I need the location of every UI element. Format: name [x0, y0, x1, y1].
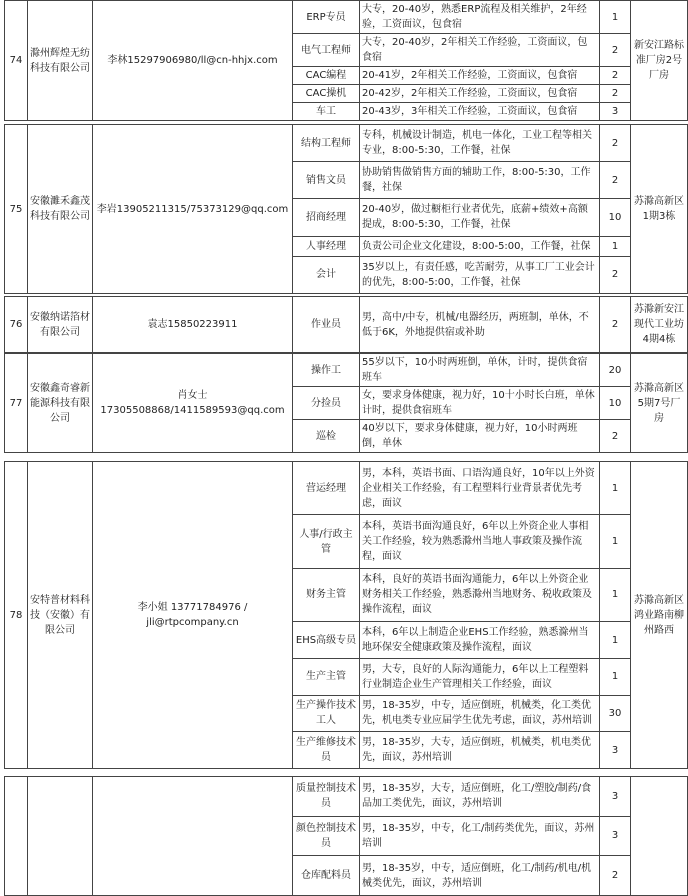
headcount: 2 [600, 256, 631, 293]
headcount: 3 [600, 732, 631, 769]
position-requirements: 女，要求身体健康，视力好，10十小时长白班，单休计时，提供食宿班车 [360, 387, 600, 420]
row-number: 76 [5, 297, 28, 353]
contact-info: 李小姐 13771784976 / jli@rtpcompany.cn [93, 462, 293, 769]
headcount: 2 [600, 420, 631, 453]
work-address [631, 777, 688, 896]
headcount: 2 [600, 34, 631, 67]
position-title: 招商经理 [293, 199, 360, 236]
position-requirements: 35岁以上，有责任感，吃苦耐劳，从事工厂工业会计的优先，8:00-5:00，工作餐，社保 [360, 256, 600, 293]
company-block [4, 353, 688, 453]
headcount: 1 [600, 462, 631, 515]
headcount: 20 [600, 354, 631, 387]
position-requirements: 20-40岁，做过橱柜行业者优先，底薪+绩效+高额提成，8:00-5:30，工作餐，社保 [360, 199, 600, 236]
headcount: 1 [600, 1, 631, 34]
position-title: 生产主管 [293, 658, 360, 695]
position-requirements: 男，大专，良好的人际沟通能力，6年以上工程塑料行业制造企业生产管理相关工作经验，面议 [360, 658, 600, 695]
position-requirements: 大专，20-40岁，熟悉ERP流程及相关维护，2年经验，工资面议，包食宿 [360, 1, 600, 34]
work-address: 苏滁高新区1期3栋 [631, 125, 688, 294]
contact-info: 李岩13905211315/75373129@qq.com [93, 125, 293, 294]
contact-info: 袁志15850223911 [93, 297, 293, 353]
contact-info: 肖女士17305508868/1411589593@qq.com [93, 354, 293, 453]
table-row [5, 297, 688, 353]
position-title: 会计 [293, 256, 360, 293]
position-title: 作业员 [293, 297, 360, 353]
position-title: 人事经理 [293, 236, 360, 256]
headcount: 10 [600, 387, 631, 420]
position-title: 生产操作技术工人 [293, 695, 360, 732]
company-block [4, 0, 688, 121]
position-requirements: 男，18-35岁，大专，适应倒班，机械类，机电类优先，面议，苏州培训 [360, 732, 600, 769]
company-name: 安徽鑫奇睿新能源科技有限公司 [28, 354, 93, 453]
table-row [5, 354, 688, 387]
headcount: 1 [600, 622, 631, 659]
position-title: 仓库配料员 [293, 856, 360, 896]
position-requirements: 本科，6年以上制造企业EHS工作经验，熟悉滁州当地环保安全健康政策及操作流程，面议 [360, 622, 600, 659]
company-name: 安徽濉禾鑫茂科技有限公司 [28, 125, 93, 294]
position-requirements: 40岁以下，要求身体健康，视力好，10小时两班倒，单休 [360, 420, 600, 453]
position-title: 质量控制技术员 [293, 777, 360, 817]
table-row [5, 125, 688, 162]
position-requirements: 男，18-35岁，中专，化工/制药类优先，面议，苏州培训 [360, 816, 600, 856]
position-title: 销售文员 [293, 162, 360, 199]
position-requirements: 本科，良好的英语书面沟通能力，6年以上外资企业财务相关工作经验，熟悉滁州当地财务、税收政策及操作流程，面议 [360, 568, 600, 621]
position-title: 分捡员 [293, 387, 360, 420]
position-requirements: 20-41岁，2年相关工作经验，工资面议，包食宿 [360, 67, 600, 85]
work-address: 苏滁高新区5期7号厂房 [631, 354, 688, 453]
headcount: 2 [600, 125, 631, 162]
position-title: 车工 [293, 103, 360, 121]
headcount: 2 [600, 85, 631, 103]
headcount: 3 [600, 777, 631, 817]
work-address: 苏滁高新区鸿业路南柳州路西 [631, 462, 688, 769]
row-number [5, 777, 28, 896]
company-name: 安特普材料科技（安徽）有限公司 [28, 462, 93, 769]
position-requirements: 协助销售做销售方面的辅助工作，8:00-5:30，工作餐，社保 [360, 162, 600, 199]
headcount: 2 [600, 856, 631, 896]
headcount: 10 [600, 199, 631, 236]
work-address: 新安江路标准厂房2号厂房 [631, 1, 688, 121]
position-requirements: 男，本科，英语书面、口语沟通良好，10年以上外资企业相关工作经验，有工程塑料行业背景者优先考虑，面议 [360, 462, 600, 515]
position-title: 颜色控制技术员 [293, 816, 360, 856]
row-number: 75 [5, 125, 28, 294]
position-title: CAC操机 [293, 85, 360, 103]
headcount: 3 [600, 103, 631, 121]
headcount: 1 [600, 515, 631, 568]
table-row [5, 1, 688, 34]
company-name: 滁州辉煌无纺科技有限公司 [28, 1, 93, 121]
position-title: 结构工程师 [293, 125, 360, 162]
contact-info: 李林15297906980/ll@cn-hhjx.com [93, 1, 293, 121]
position-requirements: 男，18-35岁，中专，适应倒班，机械类，化工类优先，机电类专业应届学生优先考虑，面议，苏州培训 [360, 695, 600, 732]
headcount: 1 [600, 236, 631, 256]
position-requirements: 20-43岁，3年相关工作经验，工资面议，包食宿 [360, 103, 600, 121]
headcount: 1 [600, 568, 631, 621]
position-requirements: 男，18-35岁，大专，适应倒班，化工/塑胶/制药/食品加工类优先，面议，苏州培训 [360, 777, 600, 817]
company-block [4, 124, 688, 294]
position-title: 电气工程师 [293, 34, 360, 67]
position-title: 生产维修技术员 [293, 732, 360, 769]
position-title: 营运经理 [293, 462, 360, 515]
position-requirements: 大专，20-40岁，2年相关工作经验，工资面议，包食宿 [360, 34, 600, 67]
contact-info [93, 777, 293, 896]
position-title: 巡检 [293, 420, 360, 453]
headcount: 1 [600, 658, 631, 695]
headcount: 2 [600, 67, 631, 85]
position-requirements: 男，18-35岁，中专，适应倒班，化工/制药/机电/机械类优先，面议，苏州培训 [360, 856, 600, 896]
headcount: 30 [600, 695, 631, 732]
position-title: 操作工 [293, 354, 360, 387]
position-requirements: 专科，机械设计制造，机电一体化，工业工程等相关专业，8:00-5:30，工作餐，社保 [360, 125, 600, 162]
position-title: 财务主管 [293, 568, 360, 621]
headcount: 2 [600, 297, 631, 353]
position-title: EHS高级专员 [293, 622, 360, 659]
position-requirements: 负责公司企业文化建设，8:00-5:00，工作餐，社保 [360, 236, 600, 256]
company-block [4, 776, 688, 896]
work-address: 苏滁新安江现代工业坊4期4栋 [631, 297, 688, 353]
position-requirements: 20-42岁，2年相关工作经验，工资面议，包食宿 [360, 85, 600, 103]
row-number: 74 [5, 1, 28, 121]
company-name: 安徽纳诺箔材有限公司 [28, 297, 93, 353]
company-block [4, 461, 688, 769]
position-requirements: 男，高中/中专，机械/电器经历，两班制，单休，不低于6K，外地提供宿或补助 [360, 297, 600, 353]
headcount: 3 [600, 816, 631, 856]
company-block [4, 296, 688, 353]
company-name [28, 777, 93, 896]
row-number: 77 [5, 354, 28, 453]
row-number: 78 [5, 462, 28, 769]
position-requirements: 本科，英语书面沟通良好，6年以上外资企业人事相关工作经验，较为熟悉滁州当地人事政策及操作流程，面议 [360, 515, 600, 568]
position-title: ERP专员 [293, 1, 360, 34]
table-row [5, 777, 688, 817]
headcount: 2 [600, 162, 631, 199]
position-title: 人事/行政主管 [293, 515, 360, 568]
position-requirements: 55岁以下，10小时两班倒，单休，计时，提供食宿班车 [360, 354, 600, 387]
table-row [5, 462, 688, 515]
position-title: CAC编程 [293, 67, 360, 85]
